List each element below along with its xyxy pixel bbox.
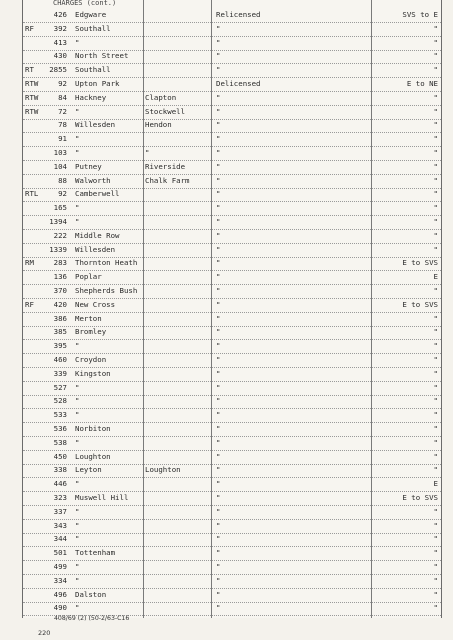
transfer-direction: ": [433, 437, 438, 447]
garage-location: ": [75, 203, 80, 213]
fleet-number: 385: [53, 327, 67, 337]
garage-location: ": [75, 217, 80, 226]
garage-location: ": [75, 148, 80, 157]
licence-status: ": [216, 217, 221, 226]
garage-location: ": [75, 37, 80, 47]
fleet-number: 426: [53, 10, 67, 19]
fleet-number: 430: [53, 51, 67, 61]
fleet-number: 88: [58, 175, 67, 185]
transfer-direction: ": [433, 382, 438, 392]
transfer-direction: ": [433, 506, 438, 516]
licence-status: ": [216, 258, 221, 268]
transfer-direction: ": [433, 548, 438, 558]
licence-status: ": [216, 106, 221, 116]
transfer-direction: ": [433, 217, 438, 226]
transfer-direction: ": [433, 465, 438, 475]
garage-location: New Cross: [75, 299, 116, 309]
licence-status: ": [216, 493, 221, 502]
transfer-direction: ": [433, 148, 438, 157]
licence-status: ": [216, 134, 221, 144]
garage-location: ": [75, 562, 80, 571]
garage-location: Muswell Hill: [75, 493, 129, 502]
table-row: [23, 160, 441, 175]
fleet-number: 2855: [49, 65, 67, 75]
licence-status: ": [216, 424, 221, 433]
garage-location: Tottenham: [75, 548, 116, 558]
garage-location: Kingston: [75, 368, 111, 378]
licence-status: ": [216, 437, 221, 447]
sheet-header: CHARGES (cont.): [53, 0, 117, 7]
fleet-number: 72: [58, 106, 67, 116]
garage-location: Willesden: [75, 244, 116, 254]
fleet-prefix: RTL: [25, 189, 39, 199]
transfer-direction: ": [433, 396, 438, 406]
garage-location: Thornton Heath: [75, 258, 138, 268]
garage-location: Poplar: [75, 272, 102, 282]
fleet-number: 323: [53, 493, 67, 502]
licence-status: ": [216, 148, 221, 157]
table-row: [23, 118, 441, 133]
licence-status: ": [216, 355, 221, 364]
transfer-direction: ": [433, 575, 438, 585]
table-row: [23, 532, 441, 547]
licence-status: ": [216, 534, 221, 544]
transfer-direction: ": [433, 37, 438, 47]
licence-status: ": [216, 92, 221, 102]
licence-status: ": [216, 562, 221, 571]
garage-location: Middle Row: [75, 230, 120, 240]
fleet-number: 222: [53, 230, 67, 240]
table-row: [23, 146, 441, 161]
licence-status: ": [216, 396, 221, 406]
fleet-number: 386: [53, 313, 67, 323]
table-row: [23, 77, 441, 92]
table-row: [23, 174, 441, 189]
transfer-location: Loughton: [145, 465, 181, 475]
licence-status: ": [216, 286, 221, 295]
fleet-number: 420: [53, 299, 67, 309]
fleet-number: 533: [53, 410, 67, 420]
licence-status: ": [216, 589, 221, 599]
transfer-location: Clapton: [145, 92, 177, 102]
table-row: [23, 394, 441, 409]
table-row: [23, 243, 441, 258]
garage-location: Camberwell: [75, 189, 120, 199]
transfer-direction: ": [433, 368, 438, 378]
fleet-number: 84: [58, 92, 67, 102]
licence-status: ": [216, 410, 221, 420]
licence-status: ": [216, 203, 221, 213]
page-number: 220: [38, 629, 51, 637]
garage-location: Putney: [75, 161, 102, 171]
table-row: [23, 463, 441, 478]
table-row: [23, 477, 441, 492]
fleet-prefix: RF: [25, 23, 34, 33]
fleet-number: 78: [58, 120, 67, 130]
table-row: [23, 229, 441, 244]
transfer-location: Chalk Farm: [145, 175, 190, 185]
transfer-direction: ": [433, 355, 438, 364]
licence-status: ": [216, 506, 221, 516]
transfer-direction: ": [433, 106, 438, 116]
garage-location: ": [75, 479, 80, 489]
garage-location: Merton: [75, 313, 102, 323]
licence-status: ": [216, 341, 221, 351]
licence-status: ": [216, 313, 221, 323]
table-row: [23, 450, 441, 465]
transfer-direction: E to NE: [406, 79, 438, 88]
fleet-number: 499: [53, 562, 67, 571]
fleet-number: 501: [53, 548, 67, 558]
table-row: [23, 367, 441, 382]
transfer-direction: E to SVS: [402, 299, 438, 309]
licence-status: ": [216, 230, 221, 240]
garage-location: ": [75, 382, 80, 392]
licence-status: ": [216, 451, 221, 461]
table-row: [23, 312, 441, 327]
licence-status: ": [216, 37, 221, 47]
fleet-prefix: RTW: [25, 92, 39, 102]
garage-location: ": [75, 396, 80, 406]
licence-status: ": [216, 520, 221, 530]
table-row: [23, 201, 441, 216]
garage-location: Dalston: [75, 589, 107, 599]
garage-location: North Street: [75, 51, 129, 61]
garage-location: Southall: [75, 23, 111, 33]
transfer-direction: ": [433, 92, 438, 102]
transfer-direction: ": [433, 51, 438, 61]
transfer-direction: ": [433, 230, 438, 240]
garage-location: ": [75, 506, 80, 516]
fleet-number: 370: [53, 286, 67, 295]
fleet-number: 395: [53, 341, 67, 351]
transfer-direction: ": [433, 161, 438, 171]
licence-status: ": [216, 299, 221, 309]
garage-location: ": [75, 106, 80, 116]
table-row: [23, 91, 441, 106]
fleet-number: 538: [53, 437, 67, 447]
licence-status: Relicensed: [216, 10, 261, 19]
licence-status: Delicensed: [216, 79, 261, 88]
fleet-number: 527: [53, 382, 67, 392]
fleet-number: 446: [53, 479, 67, 489]
transfer-direction: ": [433, 203, 438, 213]
garage-location: ": [75, 603, 80, 613]
transfer-direction: ": [433, 520, 438, 530]
table-row: [23, 8, 441, 23]
table-row: [23, 298, 441, 313]
transfer-location: Stockwell: [145, 106, 186, 116]
fleet-number: 337: [53, 506, 67, 516]
fleet-number: 450: [53, 451, 67, 461]
table-row: [23, 215, 441, 230]
transfer-direction: E to SVS: [402, 258, 438, 268]
licence-status: ": [216, 465, 221, 475]
transfer-direction: ": [433, 410, 438, 420]
table-row: [23, 546, 441, 561]
transfer-direction: ": [433, 313, 438, 323]
transfer-direction: ": [433, 424, 438, 433]
fleet-number: 536: [53, 424, 67, 433]
fleet-prefix: RT: [25, 65, 34, 75]
licence-status: ": [216, 189, 221, 199]
table-row: [23, 49, 441, 64]
garage-location: Bromley: [75, 327, 107, 337]
transfer-direction: ": [433, 175, 438, 185]
transfer-direction: ": [433, 341, 438, 351]
table-row: [23, 519, 441, 534]
transfer-direction: ": [433, 562, 438, 571]
transfer-direction: ": [433, 244, 438, 254]
garage-location: ": [75, 520, 80, 530]
licence-status: ": [216, 175, 221, 185]
table-row: [23, 339, 441, 354]
table-row: [23, 63, 441, 78]
transfer-direction: ": [433, 534, 438, 544]
table-row: [23, 22, 441, 37]
fleet-number: 490: [53, 603, 67, 613]
fleet-number: 104: [53, 161, 67, 171]
garage-location: Southall: [75, 65, 111, 75]
transfer-location: Riverside: [145, 161, 186, 171]
garage-location: ": [75, 534, 80, 544]
fleet-number: 528: [53, 396, 67, 406]
transfer-direction: ": [433, 589, 438, 599]
transfer-location: ": [145, 148, 150, 157]
table-row: [23, 325, 441, 340]
table-row: [23, 105, 441, 120]
garage-location: Upton Park: [75, 79, 120, 88]
transfer-direction: ": [433, 120, 438, 130]
transfer-direction: E to SVS: [402, 493, 438, 502]
garage-location: Willesden: [75, 120, 116, 130]
register-sheet: [22, 0, 442, 618]
fleet-number: 92: [58, 79, 67, 88]
table-row: [23, 588, 441, 603]
garage-location: Norbiton: [75, 424, 111, 433]
transfer-direction: ": [433, 134, 438, 144]
licence-status: ": [216, 603, 221, 613]
garage-location: Walworth: [75, 175, 111, 185]
licence-status: ": [216, 479, 221, 489]
fleet-number: 343: [53, 520, 67, 530]
licence-status: ": [216, 161, 221, 171]
licence-status: ": [216, 575, 221, 585]
table-row: [23, 422, 441, 437]
fleet-number: 344: [53, 534, 67, 544]
licence-status: ": [216, 272, 221, 282]
table-row: [23, 132, 441, 147]
table-row: [23, 574, 441, 589]
garage-location: Edgware: [75, 10, 107, 19]
fleet-number: 136: [53, 272, 67, 282]
licence-status: ": [216, 120, 221, 130]
table-row: [23, 187, 441, 202]
fleet-number: 334: [53, 575, 67, 585]
fleet-prefix: RTW: [25, 106, 39, 116]
transfer-direction: ": [433, 451, 438, 461]
garage-location: Shepherds Bush: [75, 286, 138, 295]
table-row: [23, 381, 441, 396]
licence-status: ": [216, 327, 221, 337]
transfer-direction: ": [433, 327, 438, 337]
fleet-prefix: RF: [25, 299, 34, 309]
table-row: [23, 284, 441, 299]
table-row: [23, 491, 441, 506]
fleet-number: 92: [58, 189, 67, 199]
transfer-direction: SVS to E: [402, 10, 438, 19]
table-row: [23, 436, 441, 451]
licence-status: ": [216, 244, 221, 254]
garage-location: Hackney: [75, 92, 107, 102]
table-row: [23, 505, 441, 520]
transfer-direction: ": [433, 603, 438, 613]
transfer-location: Hendon: [145, 120, 172, 130]
table-row: [23, 36, 441, 51]
transfer-direction: ": [433, 65, 438, 75]
fleet-number: 496: [53, 589, 67, 599]
fleet-number: 392: [53, 23, 67, 33]
fleet-number: 103: [53, 148, 67, 157]
licence-status: ": [216, 65, 221, 75]
garage-location: ": [75, 410, 80, 420]
garage-location: Croydon: [75, 355, 107, 364]
licence-status: ": [216, 23, 221, 33]
table-row: [23, 270, 441, 285]
footer-code: 408/69 (2) (50-2/63-C16: [54, 615, 130, 622]
fleet-number: 165: [53, 203, 67, 213]
fleet-number: 413: [53, 37, 67, 47]
licence-status: ": [216, 548, 221, 558]
table-row: [23, 408, 441, 423]
fleet-number: 1394: [49, 217, 67, 226]
table-row: [23, 560, 441, 575]
garage-location: ": [75, 575, 80, 585]
garage-location: Loughton: [75, 451, 111, 461]
transfer-direction: ": [433, 23, 438, 33]
garage-location: ": [75, 437, 80, 447]
fleet-number: 460: [53, 355, 67, 364]
table-row: [23, 256, 441, 271]
fleet-number: 283: [53, 258, 67, 268]
fleet-number: 1339: [49, 244, 67, 254]
fleet-prefix: RTW: [25, 79, 39, 88]
fleet-number: 91: [58, 134, 67, 144]
licence-status: ": [216, 51, 221, 61]
garage-location: ": [75, 134, 80, 144]
fleet-number: 338: [53, 465, 67, 475]
table-row: [23, 353, 441, 368]
licence-status: ": [216, 368, 221, 378]
transfer-direction: E: [433, 272, 438, 282]
garage-location: Leyton: [75, 465, 102, 475]
licence-status: ": [216, 382, 221, 392]
transfer-direction: E: [433, 479, 438, 489]
garage-location: ": [75, 341, 80, 351]
transfer-direction: ": [433, 286, 438, 295]
transfer-direction: ": [433, 189, 438, 199]
fleet-prefix: RM: [25, 258, 34, 268]
fleet-number: 339: [53, 368, 67, 378]
